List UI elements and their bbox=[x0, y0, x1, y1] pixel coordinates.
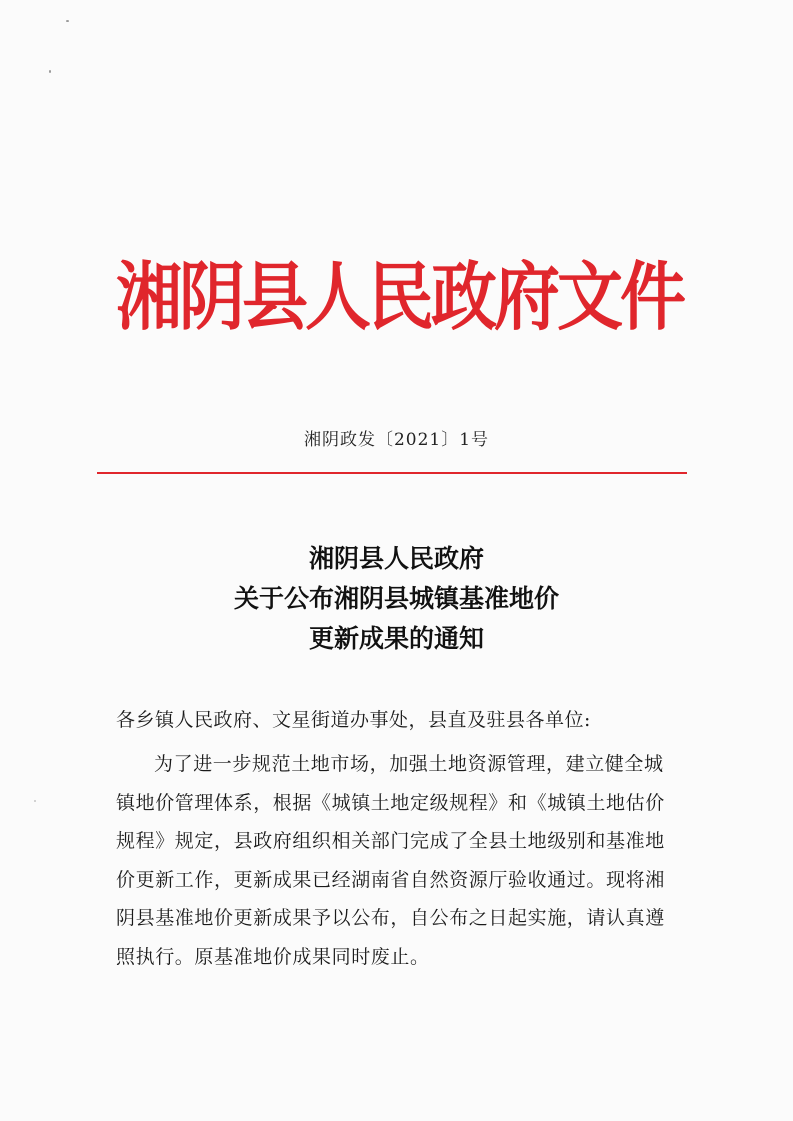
document-masthead: 湘阴县人民政府文件 bbox=[116, 253, 683, 341]
title-line-1: 湘阴县人民政府 bbox=[308, 544, 484, 573]
body-line: 价更新工作，更新成果已经湖南省自然资源厅验收通过。现将湘 bbox=[116, 868, 665, 891]
red-divider-line bbox=[97, 472, 687, 474]
body-paragraph bbox=[116, 745, 686, 976]
scan-speck bbox=[49, 70, 51, 73]
document-title bbox=[0, 539, 793, 659]
body-line: 照执行。原基准地价成果同时废止。 bbox=[116, 945, 430, 968]
body-line: 阴县基准地价更新成果予以公布，自公布之日起实施，请认真遵 bbox=[116, 907, 665, 929]
body-line: 规程》规定，县政府组织相关部门完成了全县土地级别和基准地 bbox=[116, 830, 665, 852]
scan-speck bbox=[34, 800, 36, 802]
scan-speck bbox=[66, 20, 69, 22]
salutation: 各乡镇人民政府、文星街道办事处，县直及驻县各单位: bbox=[116, 709, 591, 731]
title-line-2: 关于公布湘阴县城镇基准地价 bbox=[233, 584, 559, 613]
document-number: 湘阴政发〔2021〕1号 bbox=[303, 430, 490, 450]
title-line-3: 更新成果的通知 bbox=[308, 624, 484, 653]
body-line: 镇地价管理体系，根据《城镇土地定级规程》和《城镇土地估价 bbox=[116, 791, 665, 814]
body-line: 为了进一步规范土地市场，加强土地资源管理，建立健全城 bbox=[154, 753, 664, 775]
